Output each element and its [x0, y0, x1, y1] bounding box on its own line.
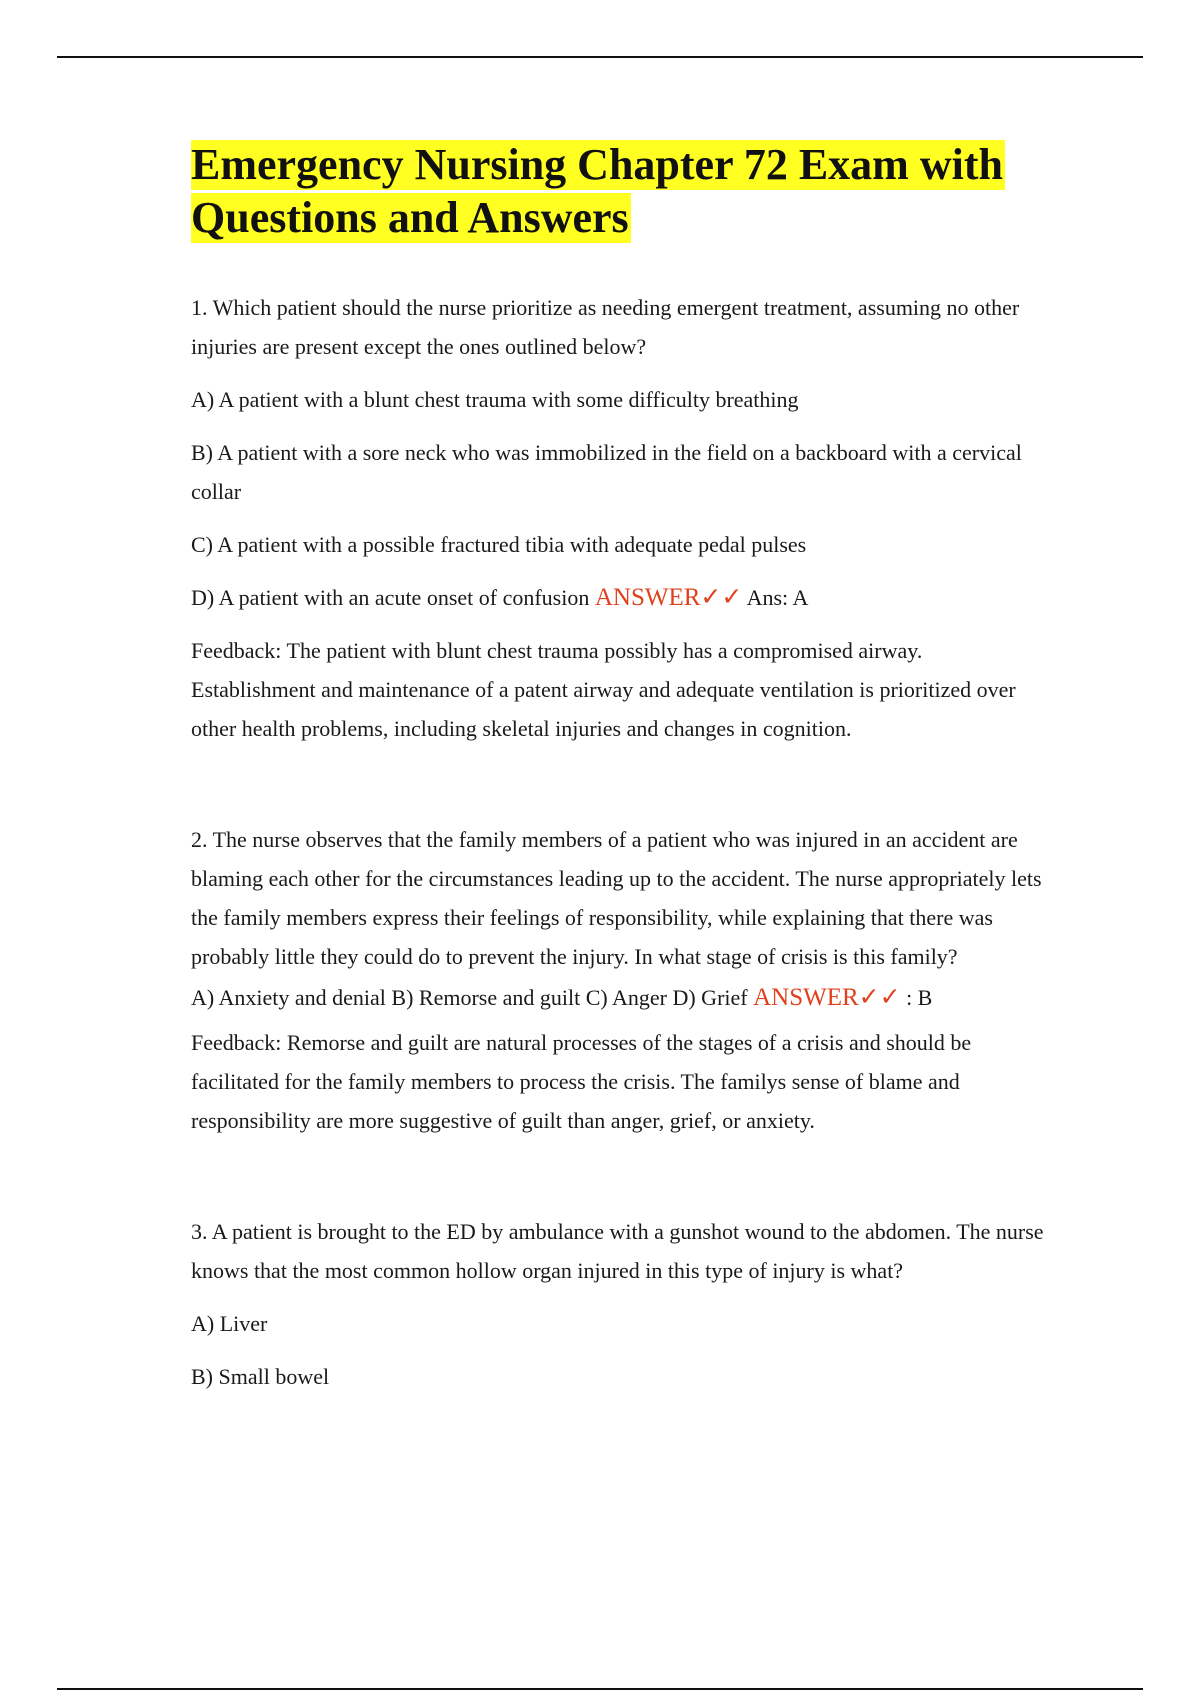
feedback-text: Feedback: The patient with blunt chest trauma possibly has a compromised airway. Establishment and maintenance of a patent airway and adequate ventilation is prioritized over other health problems, including skeletal injuries and changes in cognition. [191, 638, 1016, 741]
answer-value: : B [906, 985, 933, 1010]
question-2 [191, 820, 1051, 1140]
question-3 [191, 1212, 1051, 1396]
feedback-text: Feedback: Remorse and guilt are natural processes of the stages of a crisis and should be facilitated for the family members to process the crisis. The familys sense of blame and responsibility are more suggestive of guilt than anger, grief, or anxiety. [191, 1030, 972, 1133]
answer-value: Ans: A [746, 585, 809, 610]
choices-with-answer [191, 978, 1051, 1017]
bottom-rule [57, 1688, 1143, 1690]
title-line-2: Questions and Answers [191, 193, 629, 242]
title-line-1: Emergency Nursing Chapter 72 Exam with [191, 140, 1003, 189]
choices-inline: A) Anxiety and denial B) Remorse and guilt C) Anger D) Grief [191, 985, 748, 1010]
document-title [191, 138, 1051, 244]
choice-b: B) Small bowel [191, 1364, 330, 1389]
answer-label: ANSWER✓✓ [594, 584, 743, 611]
answer-label: ANSWER✓✓ [753, 984, 901, 1011]
question-text: 1. Which patient should the nurse prioritize as needing emergent treatment, assuming no other injuries are present except the ones outlined below? [191, 295, 1020, 359]
question-text: 3. A patient is brought to the ED by ambulance with a gunshot wound to the abdomen. The nurse knows that the most common hollow organ injured in this type of injury is what? [191, 1219, 1044, 1283]
choice-a: A) Liver [191, 1311, 268, 1336]
choice-a: A) A patient with a blunt chest trauma with some difficulty breathing [191, 387, 799, 412]
choice-d: D) A patient with an acute onset of confusion [191, 585, 590, 610]
choice-d-with-answer [191, 578, 1051, 617]
choice-b: B) A patient with a sore neck who was immobilized in the field on a backboard with a cervical collar [191, 440, 1022, 504]
top-rule [57, 56, 1143, 58]
document-page [191, 138, 1051, 1396]
question-text: 2. The nurse observes that the family members of a patient who was injured in an accident are blaming each other for the circumstances leading up to the accident. The nurse appropriately lets the family members express their feelings of responsibility, while explaining that there was probably little they could do to prevent the injury. In what stage of crisis is this family? [191, 827, 1042, 969]
choice-c: C) A patient with a possible fractured tibia with adequate pedal pulses [191, 532, 807, 557]
question-1 [191, 288, 1051, 748]
